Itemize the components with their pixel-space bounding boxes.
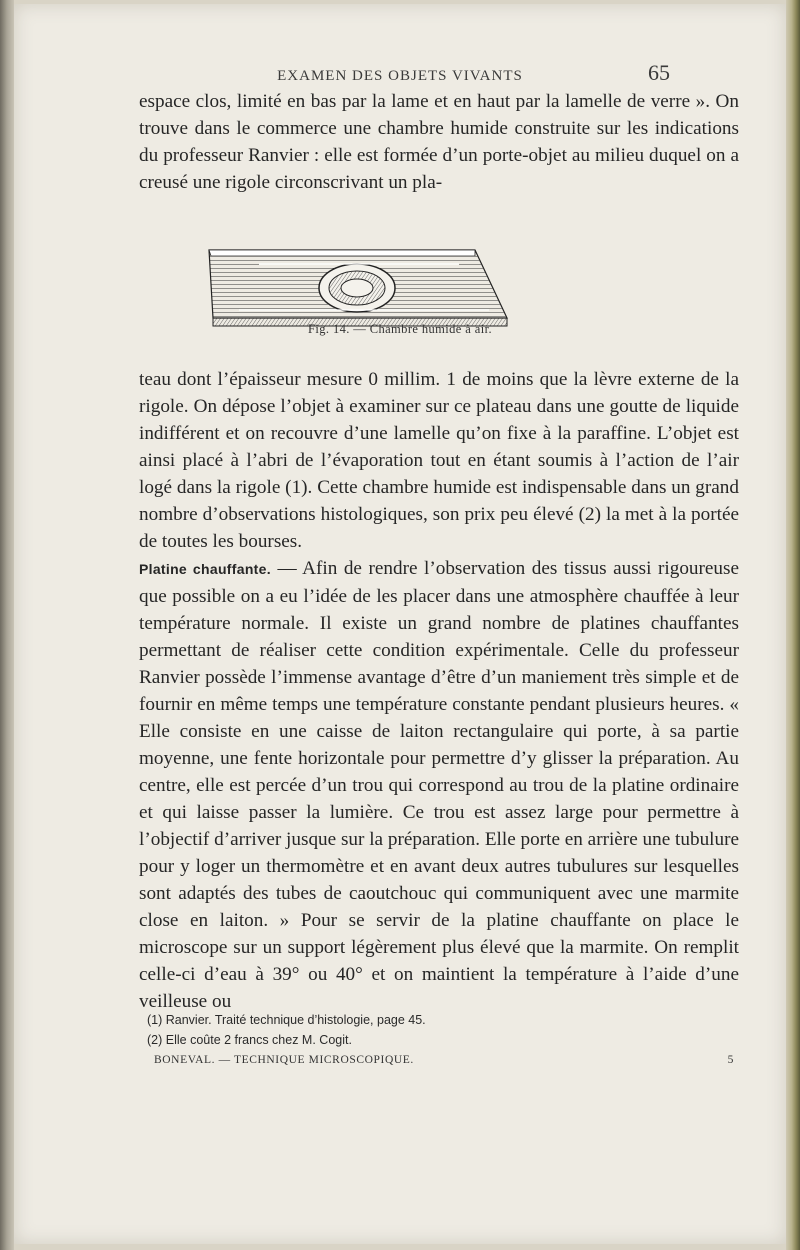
footnote: (2) Elle coûte 2 francs chez M. Cogit. bbox=[147, 1033, 352, 1047]
book-page-edge-right bbox=[786, 0, 800, 1250]
book-gutter-left bbox=[0, 0, 14, 1250]
paragraph-text: — Afin de rendre l’observation des tissus aussi rigoureuse que possible on a eu l’idée de les placer dans une atmosphère chauffée à leur température normale. Il existe un grand nombre de platines chauffantes permettant de réaliser cette condition expérimentale. Celle du professeur Ranvier possède l’immense avantage d’être d’un maniement très simple et de fournir en même temps une température constante pendant plusieurs heures. « Elle consiste en une caisse de laiton rectangulaire qui porte, à sa partie moyenne, une fente horizontale pour permettre d’y glisser la préparation. Au centre, elle est percée d’un trou qui correspond au trou de la platine ordinaire et qui laisse passer la lumière. Ce trou est assez large pour permettre à l’objectif d’arriver jusque sur la préparation. Elle porte en arrière une tubulure pour y loger un thermomètre et en avant deux autres tubulures sur lesquelles sont adaptés des tubes de caoutchouc qui communiquent avec une marmite close en laiton. » Pour se servir de la platine chauffante on place le microscope sur un support légèrement plus élevé que la marmite. On remplit celle-ci d’eau à 39° ou 40° et on maintient la température à l’aide d’une veilleuse ou bbox=[139, 558, 740, 1012]
running-title: EXAMEN DES OBJETS VIVANTS bbox=[277, 68, 523, 84]
paragraph: teau dont l’épaisseur mesure 0 millim. 1 de moins que la lèvre externe de la rigole. On dépose l’objet à examiner sur ce plateau dans une goutte de liquide indifférent et on recouvre d’une lamelle qu’on fixe à la paraffine. L’objet est ainsi placé à l’abri de l’évaporation tout en étant soumis à l’action de l’air logé dans la rigole (1). Cette chambre humide est indispensable dans un grand nombre d’observations histologiques, son prix peu élevé (2) la met à la portée de toutes les bourses. bbox=[139, 369, 739, 552]
signature-text: BONEVAL. — TECHNIQUE MICROSCOPIQUE. bbox=[154, 1054, 414, 1066]
paragraph-platine bbox=[139, 555, 739, 1015]
body-text-main bbox=[139, 366, 739, 1015]
figure-humid-chamber bbox=[199, 244, 519, 332]
figure-caption: Fig. 14. — Chambre humide à air. bbox=[308, 322, 492, 336]
humid-chamber-illustration-icon bbox=[199, 244, 519, 332]
paragraph: espace clos, limité en bas par la lame et en haut par la lamelle de verre ». On trouve dans le commerce une chambre humide construite sur les indications du professeur Ranvier : elle est formée d’un porte-objet au milieu duquel on a creusé une rigole circonscrivant un pla- bbox=[139, 91, 739, 193]
printer-signature-line bbox=[154, 1054, 734, 1066]
section-title: Platine chauffante. bbox=[139, 561, 271, 577]
page-number: 65 bbox=[648, 60, 670, 85]
footnotes bbox=[147, 1010, 737, 1050]
body-text-top bbox=[139, 88, 739, 196]
book-page bbox=[14, 4, 786, 1244]
signature-number: 5 bbox=[727, 1054, 734, 1066]
footnote: (1) Ranvier. Traité technique d’histologie, page 45. bbox=[147, 1013, 426, 1027]
